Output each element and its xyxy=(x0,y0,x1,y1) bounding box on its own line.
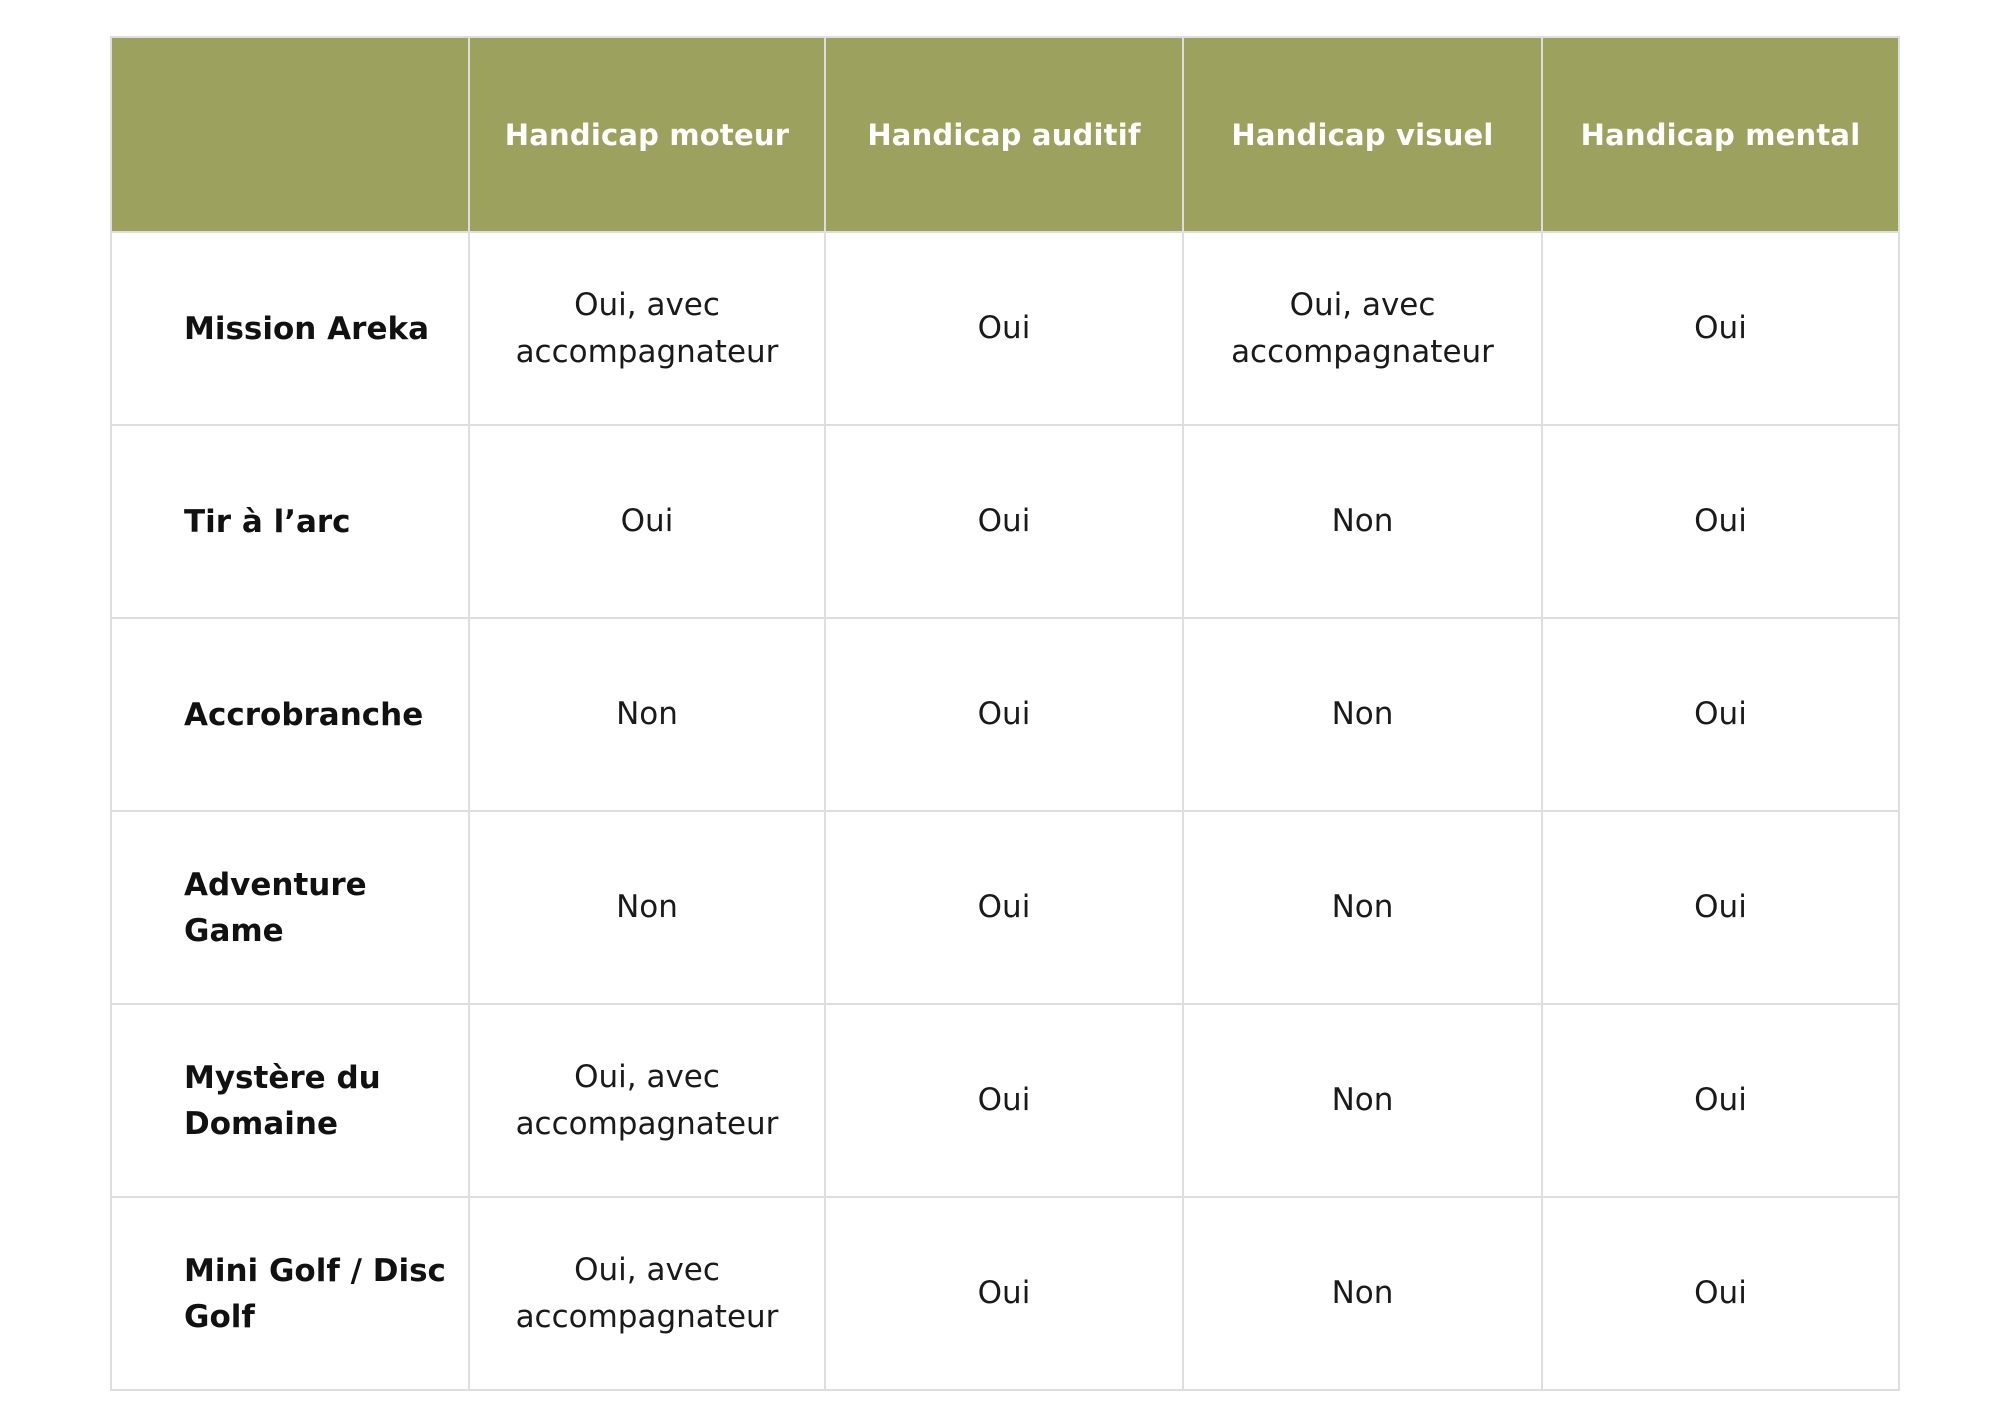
row-label-activity: Accrobranche xyxy=(111,618,469,811)
table-cell: Oui xyxy=(1542,1197,1899,1390)
table-row xyxy=(111,232,1899,425)
column-header-mental: Handicap mental xyxy=(1542,37,1899,232)
row-label-activity: Adventure Game xyxy=(111,811,469,1004)
table-cell: Oui, avec accompagnateur xyxy=(469,232,825,425)
table-cell: Oui, avec accompagnateur xyxy=(469,1004,825,1197)
table-cell: Non xyxy=(1183,1197,1542,1390)
table-row xyxy=(111,1004,1899,1197)
row-label-activity: Tir à l’arc xyxy=(111,425,469,618)
column-header-motor: Handicap moteur xyxy=(469,37,825,232)
accessibility-table xyxy=(110,36,1900,1391)
table-cell: Oui, avec accompagnateur xyxy=(1183,232,1542,425)
header-corner-cell xyxy=(111,37,469,232)
table-cell: Non xyxy=(1183,618,1542,811)
table-cell: Oui xyxy=(825,232,1183,425)
table-cell: Oui xyxy=(1542,425,1899,618)
table-cell: Oui xyxy=(825,1004,1183,1197)
table-cell: Non xyxy=(1183,811,1542,1004)
row-label-activity: Mystère du Domaine xyxy=(111,1004,469,1197)
column-header-hearing: Handicap auditif xyxy=(825,37,1183,232)
table-cell: Oui xyxy=(1542,811,1899,1004)
row-label-activity: Mini Golf / Disc Golf xyxy=(111,1197,469,1390)
table-cell: Oui xyxy=(1542,1004,1899,1197)
column-header-visual: Handicap visuel xyxy=(1183,37,1542,232)
table-cell: Oui xyxy=(1542,232,1899,425)
table-cell: Oui, avec accompagnateur xyxy=(469,1197,825,1390)
table-cell: Oui xyxy=(469,425,825,618)
table-cell: Oui xyxy=(825,811,1183,1004)
row-label-activity: Mission Areka xyxy=(111,232,469,425)
table-row xyxy=(111,1197,1899,1390)
table-cell: Non xyxy=(469,811,825,1004)
table-cell: Oui xyxy=(825,618,1183,811)
header-row xyxy=(111,37,1899,232)
table-row xyxy=(111,618,1899,811)
table-cell: Non xyxy=(1183,425,1542,618)
table-cell: Non xyxy=(469,618,825,811)
table-row xyxy=(111,811,1899,1004)
table-cell: Oui xyxy=(825,425,1183,618)
table-cell: Non xyxy=(1183,1004,1542,1197)
table-cell: Oui xyxy=(825,1197,1183,1390)
table-cell: Oui xyxy=(1542,618,1899,811)
table-row xyxy=(111,425,1899,618)
